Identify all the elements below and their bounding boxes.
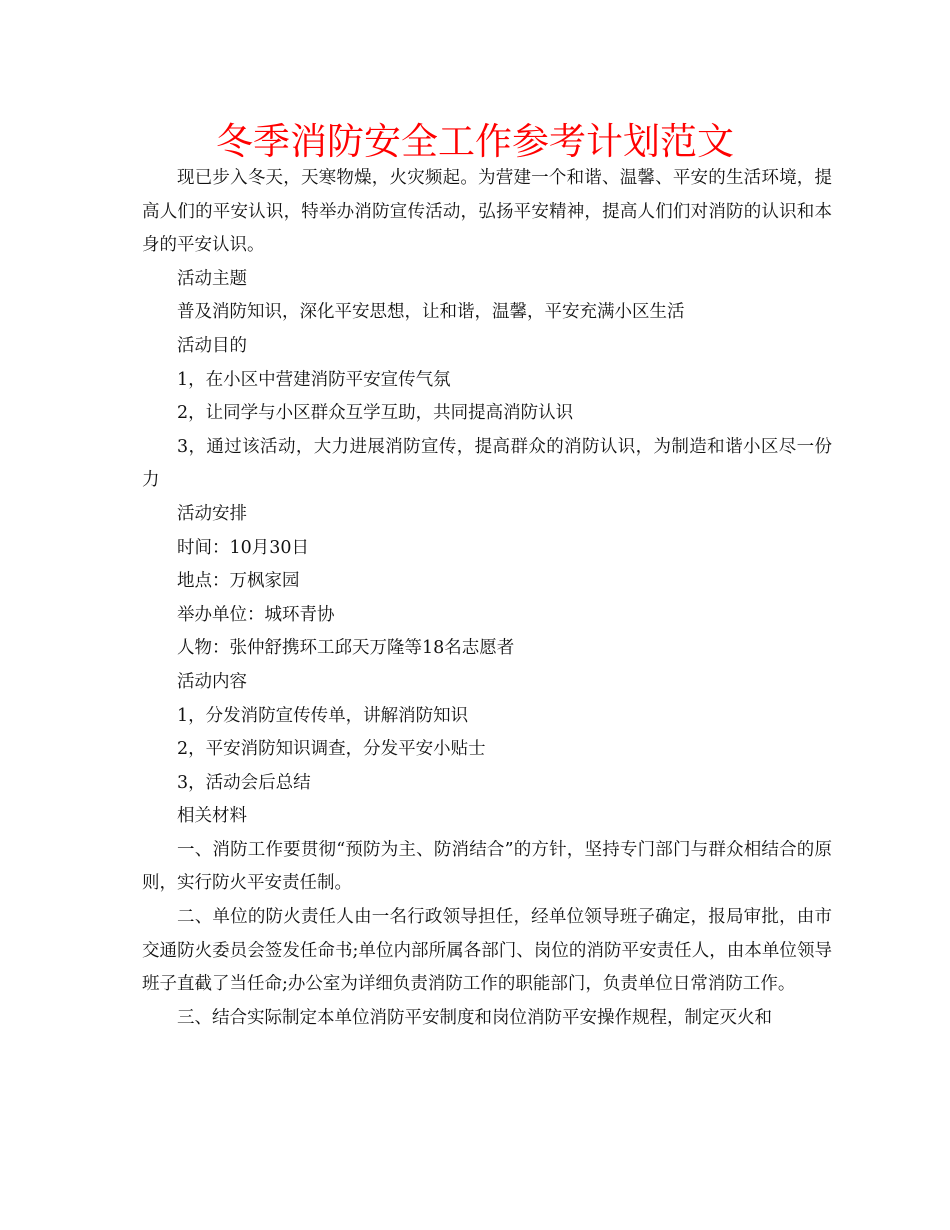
content-item-1: 1，分发消防宣传传单，讲解消防知识 [177,705,469,726]
arrangement-location: 地点：万枫家园 [177,571,300,592]
heading-activity-theme: 活动主题 [177,268,247,289]
purpose-item-1: 1，在小区中营建消防平安宣传气氛 [177,369,451,390]
heading-activity-purpose: 活动目的 [177,335,247,356]
material-item-1: 一、消防工作要贯彻“预防为主、防消结合”的方针，坚持专门部门与群众相结合的原则，实行防火平安责任制。 [142,839,832,894]
heading-activity-content: 活动内容 [177,671,247,692]
paragraph-intro: 现已步入冬天，天寒物燥，火灾频起。为营建一个和谐、温馨、平安的生活环境，提高人们的平安认识，特举办消防宣传活动，弘扬平安精神，提高人们们对消防的认识和本身的平安认识。 [142,168,832,256]
content-item-3: 3，活动会后总结 [177,772,311,793]
purpose-item-2: 2，让同学与小区群众互学互助，共同提高消防认识 [177,403,574,424]
content-item-2: 2，平安消防知识调查，分发平安小贴士 [177,739,486,760]
purpose-item-3: 3，通过该活动，大力进展消防宣传，提高群众的消防认识，为制造和谐小区尽一份力 [142,436,832,491]
material-item-2: 二、单位的防火责任人由一名行政领导担任，经单位领导班子确定，报局审批，由市交通防火委员会签发任命书;单位内部所属各部门、岗位的消防平安责任人，由本单位领导班子直截了当任命;办公室为详细负责消防工作的职能部门，负责单位日常消防工作。 [142,907,832,995]
arrangement-people: 人物：张仲舒携环工邱天万隆等18名志愿者 [177,638,515,659]
heading-related-materials: 相关材料 [177,806,247,827]
material-item-3: 三、结合实际制定本单位消防平安制度和岗位消防平安操作规程，制定灭火和 [177,1007,772,1028]
document-body [142,162,832,1035]
arrangement-time: 时间：10月30日 [177,537,310,558]
arrangement-organizer: 举办单位：城环青协 [177,604,335,625]
heading-activity-arrangement: 活动安排 [177,503,247,524]
paragraph-theme: 普及消防知识，深化平安思想，让和谐，温馨，平安充满小区生活 [177,302,685,323]
document-title: 冬季消防安全工作参考计划范文 [216,120,734,163]
